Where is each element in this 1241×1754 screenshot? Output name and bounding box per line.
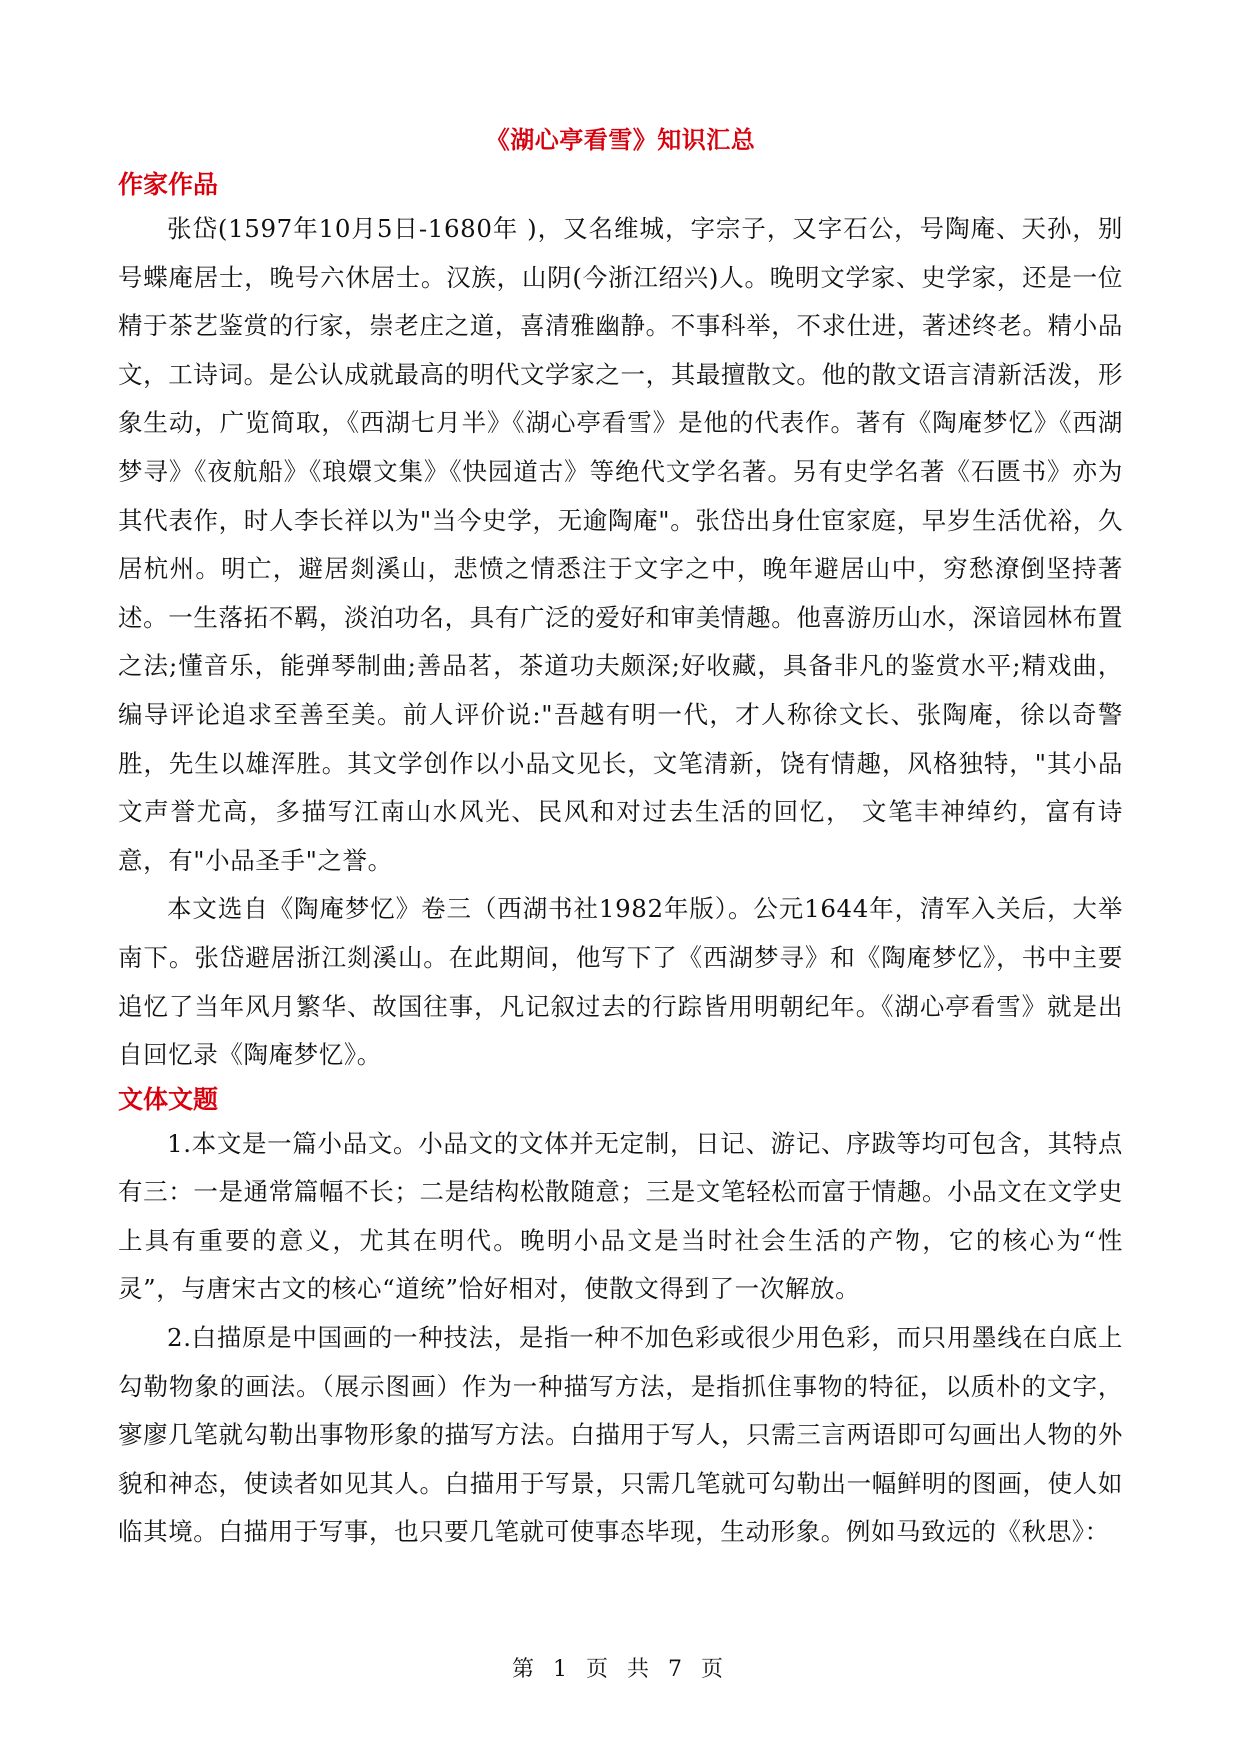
section-author-works	[118, 165, 1123, 1080]
paragraph: 张岱(1597年10月5日-1680年 )，又名维城，字宗子，又字石公，号陶庵、天孙，别号蝶庵居士，晚号六休居士。汉族，山阴(今浙江绍兴)人。晚明文学家、史学家，还是一位精于茶艺鉴赏的行家，崇老庄之道，喜清雅幽静。不事科举，不求仕进，著述终老。精小品文，工诗词。是公认成就最高的明代文学家之一，其最擅散文。他的散文语言清新活泼，形象生动，广览简取，《西湖七月半》《湖心亭看雪》是他的代表作。著有《陶庵梦忆》《西湖梦寻》《夜航船》《琅嬛文集》《快园道古》等绝代文学名著。另有史学名著《石匮书》亦为其代表作，时人李长祥以为"当今史学，无逾陶庵"。张岱出身仕宦家庭，早岁生活优裕，久居杭州。明亡，避居剡溪山，悲愤之情悉注于文字之中，晚年避居山中，穷愁潦倒坚持著述。一生落拓不羁，淡泊功名，具有广泛的爱好和审美情趣。他喜游历山水，深谙园林布置之法;懂音乐，能弹琴制曲;善品茗，茶道功夫颇深;好收藏，具备非凡的鉴赏水平;精戏曲，编导评论追求至善至美。前人评价说:"吾越有明一代，才人称徐文长、张陶庵，徐以奇警胜，先生以雄浑胜。其文学创作以小品文见长，文笔清新，饶有情趣，风格独特，"其小品文声誉尤高，多描写江南山水风光、民风和对过去生活的回忆， 文笔丰神绰约，富有诗意，有"小品圣手"之誉。	[118, 214, 1123, 875]
section-genre-title	[118, 1080, 1123, 1557]
section-heading: 文体文题	[118, 1084, 219, 1114]
paragraph: 1.本文是一篇小品文。小品文的文体并无定制，日记、游记、序跋等均可包含，其特点有三：一是通常篇幅不长；二是结构松散随意；三是文笔轻松而富于情趣。小品文在文学史上具有重要的意义，尤其在明代。晚明小品文是当时社会生活的产物，它的核心为“性灵”，与唐宋古文的核心“道统”恰好相对，使散文得到了一次解放。	[118, 1128, 1123, 1304]
paragraph: 本文选自《陶庵梦忆》卷三（西湖书社1982年版）。公元1644年，清军入关后，大举南下。张岱避居浙江剡溪山。在此期间，他写下了《西湖梦寻》和《陶庵梦忆》，书中主要追忆了当年风月繁华、故国往事，凡记叙过去的行踪皆用明朝纪年。《湖心亭看雪》就是出自回忆录《陶庵梦忆》。	[118, 894, 1123, 1070]
paragraph: 2.白描原是中国画的一种技法，是指一种不加色彩或很少用色彩，而只用墨线在白底上勾勒物象的画法。（展示图画）作为一种描写方法，是指抓住事物的特征，以质朴的文字，寥廖几笔就勾勒出事物形象的描写方法。白描用于写人，只需三言两语即可勾画出人物的外貌和神态，使读者如见其人。白描用于写景，只需几笔就可勾勒出一幅鲜明的图画，使人如临其境。白描用于写事，也只要几笔就可使事态毕现，生动形象。例如马致远的《秋思》：	[118, 1323, 1123, 1547]
document-title: 《湖心亭看雪》知识汇总	[485, 125, 756, 154]
section-heading: 作家作品	[118, 170, 219, 199]
document-body	[118, 165, 1123, 1557]
page-footer: 第 1 页 共 7 页	[512, 1657, 729, 1682]
